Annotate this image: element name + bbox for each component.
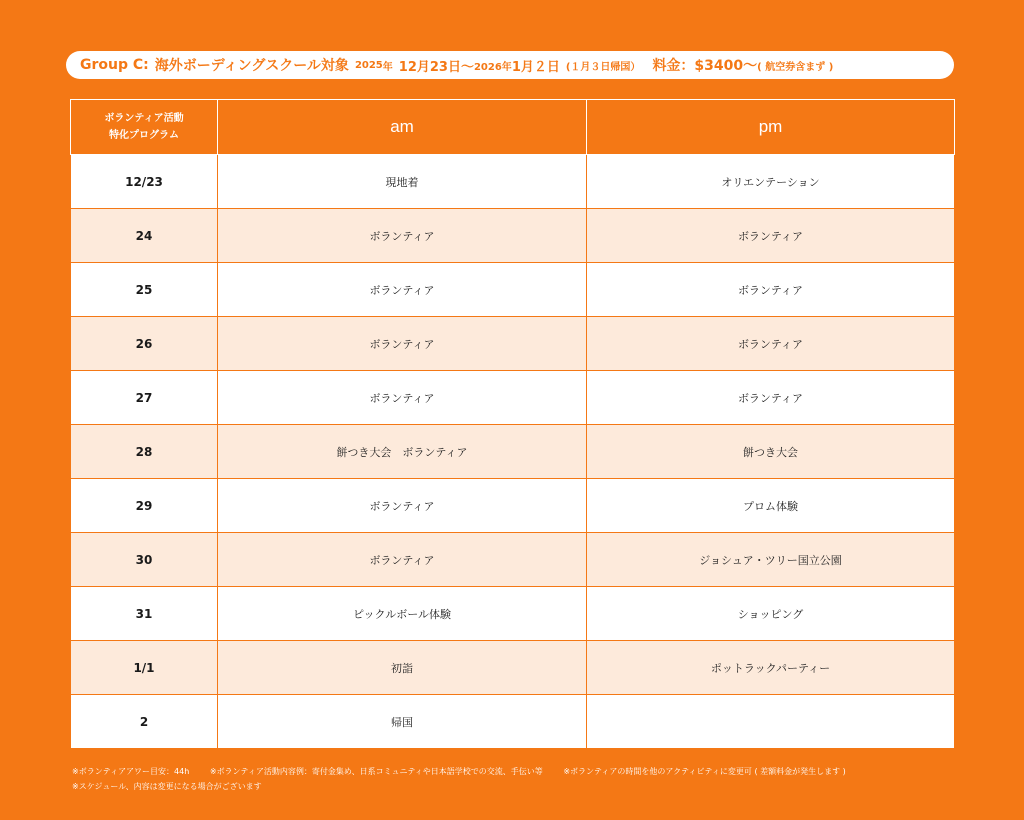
- table-row: [71, 317, 955, 371]
- row-pm: ボランティア: [587, 371, 955, 425]
- row-day: 2: [71, 695, 218, 749]
- fee-note: ( 航空券含まず ): [757, 61, 834, 73]
- schedule-table: [70, 99, 955, 749]
- table-row: [71, 641, 955, 695]
- row-day: 31: [71, 587, 218, 641]
- row-pm: 餅つき大会: [587, 425, 955, 479]
- row-am: ボランティア: [218, 209, 587, 263]
- row-am: ボランティア: [218, 479, 587, 533]
- year-mark: 年: [382, 61, 393, 73]
- row-day: 29: [71, 479, 218, 533]
- table-row: [71, 533, 955, 587]
- row-pm: ボランティア: [587, 317, 955, 371]
- table-row: [71, 587, 955, 641]
- row-am: 現地着: [218, 155, 587, 209]
- row-am: ボランティア: [218, 371, 587, 425]
- row-am: ピックルボール体験: [218, 587, 587, 641]
- header-day-cell: [71, 100, 218, 155]
- table-row: [71, 263, 955, 317]
- row-day: 26: [71, 317, 218, 371]
- row-pm: ポットラックパーティー: [587, 641, 955, 695]
- row-day: 1/1: [71, 641, 218, 695]
- row-pm: ボランティア: [587, 263, 955, 317]
- fee-label: 料金：$3400〜: [652, 58, 758, 74]
- target-label: 海外ボーディングスクール対象: [154, 58, 349, 74]
- date-start: 12月23日〜: [398, 59, 474, 75]
- table-row: [71, 155, 955, 209]
- row-am: ボランティア: [218, 317, 587, 371]
- year-start: 2025: [354, 59, 383, 71]
- note-schedule-change: ※スケジュール、内容は変更になる場合がございます: [72, 782, 262, 791]
- row-day: 27: [71, 371, 218, 425]
- table-row: [71, 209, 955, 263]
- header-am: am: [218, 100, 587, 155]
- table-row: [71, 479, 955, 533]
- footnotes: [72, 764, 952, 794]
- row-day: 12/23: [71, 155, 218, 209]
- header-day-line1: ボランティア活動: [104, 113, 184, 124]
- header-day-line2: 特化プログラム: [109, 130, 179, 141]
- footnote-line-2: [72, 779, 952, 794]
- group-label: Group C:: [80, 57, 149, 73]
- return-note: (１月３日帰国）: [565, 61, 641, 73]
- row-day: 30: [71, 533, 218, 587]
- title-banner: [66, 51, 954, 79]
- table-row: [71, 371, 955, 425]
- table-row: [71, 425, 955, 479]
- row-am: 帰国: [218, 695, 587, 749]
- row-am: ボランティア: [218, 263, 587, 317]
- row-pm: オリエンテーション: [587, 155, 955, 209]
- row-pm: [587, 695, 955, 749]
- row-day: 25: [71, 263, 218, 317]
- note-volunteer-hours: ※ボランティアアワー目安：44h: [72, 767, 190, 776]
- row-pm: プロム体験: [587, 479, 955, 533]
- row-pm: ボランティア: [587, 209, 955, 263]
- row-am: 餅つき大会 ボランティア: [218, 425, 587, 479]
- table-row: [71, 695, 955, 749]
- row-day: 28: [71, 425, 218, 479]
- row-day: 24: [71, 209, 218, 263]
- header-pm: pm: [587, 100, 955, 155]
- year-end: 2026年: [473, 61, 512, 73]
- row-pm: ショッピング: [587, 587, 955, 641]
- date-end: 1月２日: [511, 59, 560, 75]
- note-activity-examples: ※ボランティア活動内容例：寄付金集め、日系コミュニティや日本語学校での交流、手伝い等: [209, 767, 543, 776]
- note-change-option: ※ボランティアの時間を他のアクティビティに変更可 ( 差額料金が発生します ): [563, 767, 846, 776]
- table-header-row: [71, 100, 955, 155]
- row-am: ボランティア: [218, 533, 587, 587]
- row-pm: ジョシュア・ツリー国立公園: [587, 533, 955, 587]
- footnote-line-1: [72, 764, 952, 779]
- row-am: 初詣: [218, 641, 587, 695]
